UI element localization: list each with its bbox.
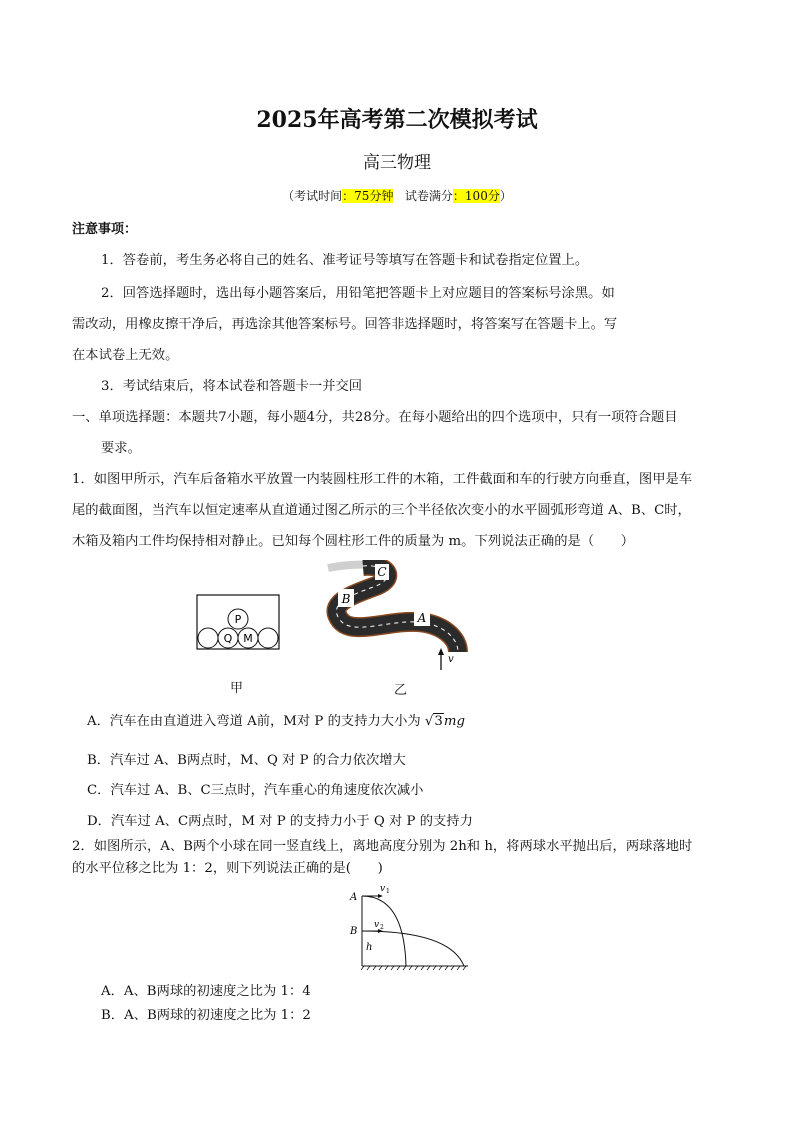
- q1-option-a: [87, 710, 465, 729]
- notice-item-2-line3: 在本试卷上无效。: [72, 348, 179, 363]
- cylinder-left: [198, 628, 218, 648]
- exam-info-open: （考试时间: [282, 189, 343, 203]
- q1-option-b: B．汽车过 A、B两点时，M、Q 对 P 的合力依次增大: [87, 753, 406, 768]
- notice-item-3: 3．考试结束后，将本试卷和答题卡一并交回: [101, 379, 363, 394]
- figure-jia-caption: 甲: [230, 681, 244, 696]
- notice-item-2-line1: 2．回答选择题时，选出每小题答案后，用铅笔把答题卡上对应题目的答案标号涂黑。如: [101, 286, 615, 301]
- figure-yi-road-diagram: [318, 560, 468, 672]
- road-label-a: A: [417, 611, 427, 625]
- velocity-label: v: [448, 654, 454, 665]
- notice-heading: 注意事项：: [72, 222, 138, 237]
- road-edge: [336, 566, 458, 652]
- exam-info-mid: 试卷满分: [404, 189, 453, 203]
- exam-info: [0, 187, 794, 204]
- figure-jia-box-diagram: [196, 594, 280, 650]
- velocity-arrowhead-v1: [378, 894, 383, 898]
- q2-line2: 的水平位移之比为 1：2，则下列说法正确的是( ): [72, 861, 383, 876]
- velocity-arrowhead: [438, 648, 444, 655]
- v2-subscript: 2: [380, 924, 384, 931]
- v1-subscript: 1: [386, 888, 390, 895]
- q1-option-a-mg: mg: [443, 714, 465, 729]
- exam-title: 2025年高考第二次模拟考试: [256, 107, 538, 133]
- point-b-label: B: [350, 926, 358, 937]
- figure-yi-caption: 乙: [394, 683, 408, 698]
- notice-item-2-line2: 需改动，用橡皮擦干净后，再选涂其他答案标号。回答非选择题时，将答案写在答题卡上。写: [72, 317, 618, 332]
- exam-info-close: ）: [499, 189, 512, 203]
- road-label-b: B: [341, 592, 351, 606]
- sqrt-radicand: 3: [434, 714, 443, 729]
- q1-line3: 木箱及箱内工件均保持相对静止。已知每个圆柱形工件的质量为 m。下列说法正确的是（ ）: [72, 534, 635, 549]
- q1-line2: 尾的截面图，当汽车以恒定速率从直道通过图乙所示的三个半径依次变小的水平圆弧形弯道 A、B、C时，: [72, 503, 691, 518]
- cylinder-q-label: Q: [223, 632, 233, 645]
- ground-hatch: [361, 966, 466, 970]
- q2-option-b: B．A、B两球的初速度之比为 1：2: [101, 1008, 311, 1023]
- sqrt-symbol: √3: [424, 714, 443, 729]
- height-h-label: h: [366, 942, 373, 953]
- notice-item-1: 1．答卷前，考生务必将自己的姓名、准考证号等填写在答题卡和试卷指定位置上。: [101, 253, 589, 268]
- q1-line1: 1．如图甲所示，汽车后备箱水平放置一内装圆柱形工件的木箱，工件截面和车的行驶方向垂直，图甲是车: [72, 472, 693, 487]
- q2-projectile-diagram: [346, 882, 470, 972]
- point-a-label: A: [350, 892, 358, 903]
- v2-label: v: [374, 920, 380, 930]
- q1-option-c: C．汽车过 A、B、C三点时，汽车重心的角速度依次减小: [87, 783, 424, 798]
- q2-line1: 2．如图所示，A、B两个小球在同一竖直线上，离地高度分别为 2h和 h，将两球水平抛出后，两球落地时: [72, 839, 693, 854]
- exam-subject: 高三物理: [363, 153, 431, 173]
- section1-heading-line2: 要求。: [101, 441, 141, 456]
- section1-heading-line1: 一、单项选择题：本题共7小题，每小题4分，共28分。在每小题给出的四个选项中，只有一项符合题目: [72, 410, 678, 425]
- road-label-c: C: [377, 565, 387, 579]
- q1-option-d: D．汽车过 A、C两点时，M 对 P 的支持力小于 Q 对 P 的支持力: [87, 814, 473, 829]
- trajectory-b: [362, 931, 464, 966]
- cylinder-right: [258, 628, 278, 648]
- exam-time-value: ：75分钟: [342, 189, 394, 203]
- v1-label: v: [380, 884, 386, 894]
- q2-option-a: A．A、B两球的初速度之比为 1：4: [101, 984, 311, 999]
- exam-score-value: ：100分: [452, 189, 500, 203]
- cylinder-m-label: M: [243, 632, 253, 645]
- cylinder-p-label: P: [234, 613, 242, 626]
- q1-option-a-text: A．汽车在由直道进入弯道 A前，M对 P 的支持力大小为: [87, 714, 425, 729]
